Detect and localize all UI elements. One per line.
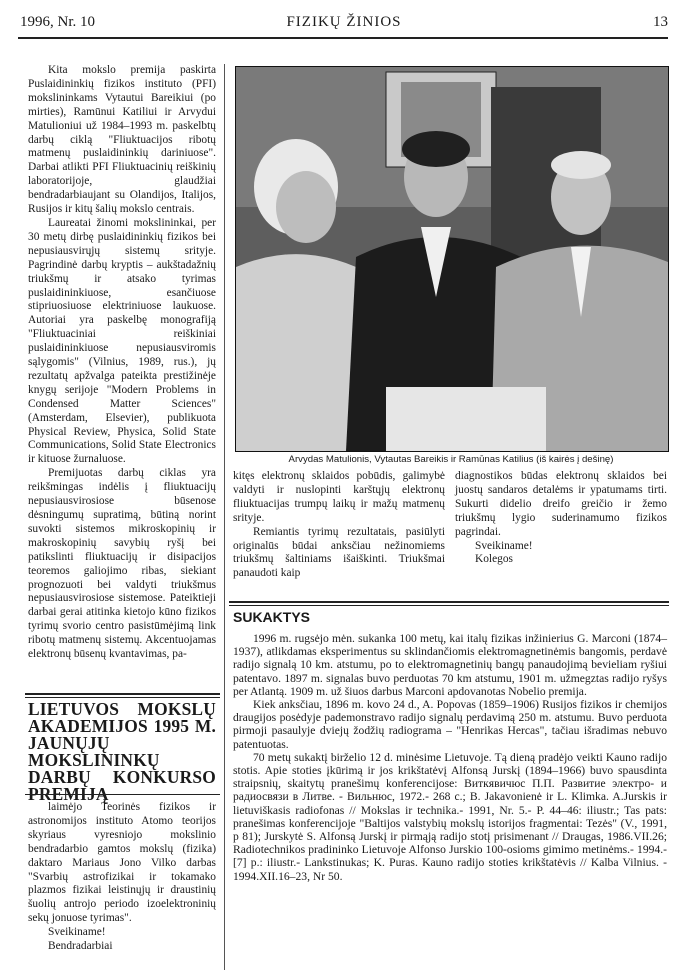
article-paragraph: Remiantis tyrimų rezultatais, pasiūlyti originalūs būdai anksčiau nežinomiems triukšmų šaltiniams išaiškinti. Triukšmai panaudoti kaip [233, 525, 445, 580]
laureates-photo [235, 66, 669, 452]
photo-image [236, 67, 668, 451]
section-rule [25, 697, 220, 698]
article-paragraph: Kiek anksčiau, 1896 m. kovo 24 d., A. Popovas (1859–1906) Rusijos fizikos ir chemijos draugijos posėdyje pademonstravo radijo signalų perdavimą 250 m. atstumu. Buvo perduota pirmoji pasaulyje dviejų žodžių radiograma – "Henrikas Hercas", tačiau išradimas nebuvo patentuotas. [233, 698, 667, 751]
article-paragraph: diagnostikos būdas elektronų sklaidos bei juostų sandaros detalėms ir ypatumams tirti. Sukurti didelio dreifo greičio ir žemo triukšmų lygio suderinamumo fizikos pagrindai. [455, 470, 667, 538]
section-rule [229, 605, 669, 606]
article-prize-column-1 [28, 64, 216, 662]
greeting: Sveikiname! [48, 926, 106, 939]
page-header [20, 12, 668, 34]
photo-caption: Arvydas Matulionis, Vytautas Bareikis ir Ramūnas Katilius (iš kairės į dešinę) [288, 454, 614, 465]
article-paragraph: 1996 m. rugsėjo mėn. sukanka 100 metų, kai italų fizikas inžinierius G. Marconi (1874–1937), atlikdamas eksperimentus su sklindančiomis elektromagnetinėmis bangomis, perdavė radijo signalą 10 km. atstumu, po to elektromagnetinių bangų panaudojimą bevieliam ryšiui patentavo. 1897 m. signalas buvo perduotas 70 km atstumu, 1901 m. užmegztas radijo ryšys per Atlantą. 1909 m. už šiuos darbus Marconi apdovanotas Nobelio premija. [233, 632, 667, 698]
heading-line: AKADEMIJOS 1995 M. [28, 716, 216, 736]
article-prize-column-2 [233, 470, 445, 581]
section-rule [229, 601, 669, 603]
anniversaries-text [233, 632, 667, 883]
header-rule [18, 37, 668, 39]
greeting: Sveikiname! [475, 539, 533, 552]
journal-title: FIZIKŲ ŽINIOS [286, 14, 402, 30]
signature: Kolegos [475, 553, 513, 566]
heading-line: DARBŲ KONKURSO [28, 767, 216, 787]
anniversaries-heading: SUKAKTYS [233, 609, 311, 625]
column-divider [224, 64, 225, 970]
page-number: 13 [653, 14, 668, 30]
article-paragraph: laimėjo Teorinės fizikos ir astronomijos instituto Atomo teorijos skyriaus vyresniojo mokslinio bendradarbio gamtos mokslų (fizika) daktaro Mariaus Jono Vilko darbas "Svarbių astrofizikai ir tokamako plazmos fizikai leistinųjų ir draustinių šuolių antrojo periodo izoelektroninių sekų jonuose tyrimas". [28, 801, 216, 925]
article-paragraph: 70 metų sukaktį birželio 12 d. minėsime Lietuvoje. Tą dieną pradėjo veikti Kauno radijo stotis. Apie stoties įkūrimą ir jos krikštatėvį Alfonsą Jurskį (1894–1966) buvo spausdinta straipsnių, skaitytų pranešimų konferencijose: Виткявичюс П.П. Развитие электро- и радиосвязи в Литве. - Вильнюс, 1972.- 268 с.; B. Jakavonienė ir L. Klimka. A.Jurskis ir lietuviškasis radiofonas // Mokslas ir technika.- 1991, Nr. 5.- P. 44–46: iliustr.; Tas pats: pranešimas konferencijoje "Baltijos valstybių mokslų istorijos fragmentai: Tezės" (V., 1991, p 81); Jurskytė S. Alfonsą Jurskį ir pirmąją radijo stotį prisimenant // Draugas, 1986.VII.26; Radiotechnikos pradininko Lietuvoje Alfonso Jurskio 100-osioms gimimo metinėms.- 1994.- [7] p.: iliustr.- Lankstinukas; K. Puras. Kauno radijo stoties krikštatėvis // Kalba Vilnius. - 1994.XII.16–23, Nr 50. [233, 750, 667, 883]
article-paragraph: Premijuotas darbų ciklas yra reikšmingas indėlis į fliuktuacijų nepusiausvirosiose būsenose dėsningumų supratimą, būtiną norint suvokti sistemos mikroskopinių ir makroskopinių savybių ryšį bei patikslinti fliuktuacijų ir disipacijos teoremos galiojimo ribas, siekiant prognozuoti bei valdyti triukšmus nepusiausvirosiose sistemose. Pateiktieji darbai gerai atitinka kietojo kūno fizikos tyrimų svorio centro pasistūmėjimą link ribotų matmenų sistemų. Akcentuojamas elektronų būsenų kvantavimas, pa- [28, 467, 216, 661]
heading-line: LIETUVOS MOKSLŲ [28, 699, 216, 719]
signature: Bendradarbiai [48, 940, 113, 953]
section-rule [25, 693, 220, 695]
issue-label: 1996, Nr. 10 [20, 14, 95, 30]
article-paragraph: Kita mokslo premija paskirta Puslaidininkių fizikos instituto (PFI) mokslininkams Vytautui Bareikiui (po mirties), Ramūnui Katiliui ir Arvydui Matulioniui už 1984–1993 m. paskelbtų darbų ciklą "Fliuktuacijos ribotų matmenų puslaidininkių dariniuose". Darbai atlikti PFI Fliuktuacinių reiškinių laboratorijoje, glaudžiai bendradarbiaujant su Olandijos, Italijos, Rusijos ir kitų šalių mokslo centrais. [28, 64, 216, 216]
article-paragraph: Laureatai žinomi mokslininkai, per 30 metų dirbę puslaidininkių fizikos bei nepusiausvirųjų sistemų srityje. Pagrindinė darbų kryptis – aukštadažnių triukšmų ir atsako tyrimas puslaidininkiuose, esančiuose stipriuosiuose elektriniuose laukuose. Autoriai yra paskelbę monografiją "Fliuktuaciniai reiškiniai puslaidininkiuose nepusiausviromis sąlygomis" (Vilnius, 1989, rus.), jų rezultatų apžvalga pateikta prestižinėje knygų serijoje "Modern Problems in Condensed Matter Sciences" (Amsterdam, Elsevier), publikuota Physical Review, Physica, Solid State Communications, Solid State Electronics ir kituose žurnaluose. [28, 216, 216, 466]
article-prize-column-3 [455, 470, 667, 567]
heading-line: PREMIJĄ [28, 784, 109, 804]
article-paragraph: kitęs elektronų sklaidos pobūdis, galimybė valdyti ir nuslopinti karštųjų elektronų fliuktuacijas trumpų laikų ir mažų matmenų srityje. [233, 470, 445, 524]
heading-line: JAUNŲJŲ MOKSLININKŲ [28, 733, 160, 770]
young-scientists-heading [28, 701, 216, 803]
young-scientists-text [28, 801, 216, 954]
section-rule [25, 794, 220, 795]
